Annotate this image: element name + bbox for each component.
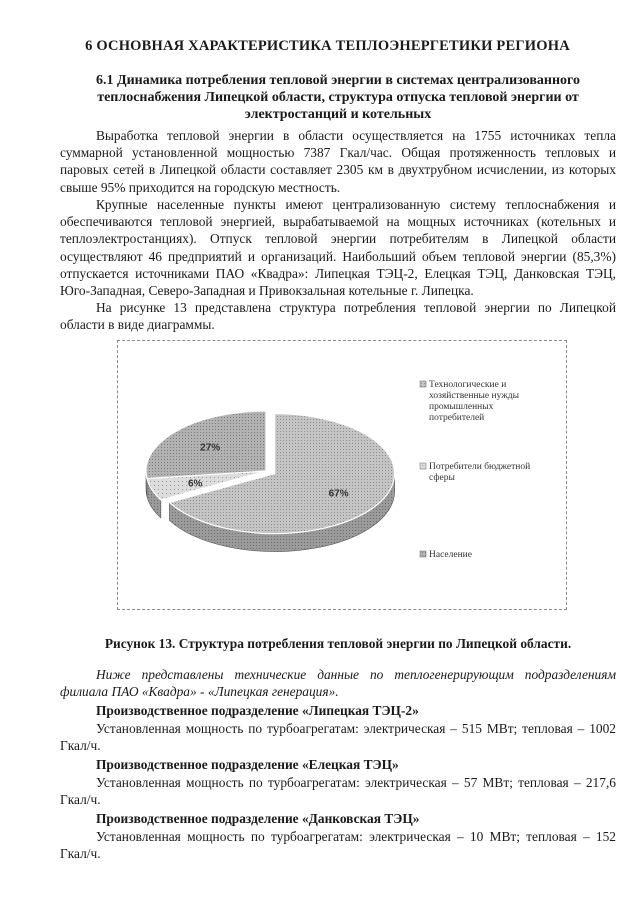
legend-entry-population	[420, 550, 472, 560]
legend-label-budget: сферы	[429, 473, 455, 483]
division-text-dankov: Установленная мощность по турбоагрегатам: электрическая – 10 МВт; тепловая – 152 Гкал/ч.	[60, 829, 616, 862]
legend-label-industrial: Технологические и	[429, 380, 507, 390]
legend-swatch-population	[420, 551, 426, 557]
pie-chart-frame	[117, 340, 567, 610]
division-title-lipetsk: Производственное подразделение «Липецкая ТЭЦ-2»	[96, 703, 419, 718]
paragraph-intro: Ниже представлены технические данные по теплогенерирующим подразделениям филиала ПАО «Квадра» - «Липецкая генерация».	[60, 667, 616, 700]
pie-label-population: 27%	[200, 442, 221, 454]
paragraph-centralized: Крупные населенные пункты имеют централизованную систему теплоснабжения и обеспечиваются тепловой энергией, вырабатываемой на мощных источниках (котельных и теплоэлектростанциях). Отпуск тепловой энергии потребителям в Липецкой области осуществляют 46 предприятий и организаций. Наибольший объем тепловой энергии (85,3%) отпускается источниками ПАО «Квадра»: Липецкая ТЭЦ-2, Елецкая ТЭЦ, Данковская ТЭЦ, Юго-Западная, Северо-Западная и Привокзальная котельные г. Липецка.	[60, 197, 616, 299]
legend-label-population: Население	[429, 550, 472, 560]
legend-swatch-industrial	[420, 381, 426, 387]
pie-label-budget: 6%	[188, 478, 203, 490]
legend-label-budget: Потребители бюджетной	[429, 462, 531, 472]
section-heading: 6 ОСНОВНАЯ ХАРАКТЕРИСТИКА ТЕПЛОЭНЕРГЕТИКИ РЕГИОНА	[85, 38, 570, 54]
legend-label-industrial: хозяйственные нужды	[429, 391, 519, 401]
pie-label-industrial: 67%	[328, 488, 349, 500]
division-text-lipetsk: Установленная мощность по турбоагрегатам: электрическая – 515 МВт; тепловая – 1002 Гкал/ч.	[60, 721, 616, 754]
division-text-elets: Установленная мощность по турбоагрегатам: электрическая – 57 МВт; тепловая – 217,6 Гкал/ч.	[60, 775, 616, 808]
paragraph-sources: Выработка тепловой энергии в области осуществляется на 1755 источниках тепла суммарной установленной мощностью 7387 Гкал/час. Общая протяженность тепловых и паровых сетей в Липецкой области составляет 2305 км в двухтрубном исчислении, из которых свыше 95% приходится на городскую местность.	[60, 128, 616, 195]
legend-entry-industrial	[420, 380, 520, 423]
legend-label-industrial: промышленных	[429, 402, 494, 412]
pie-chart	[118, 341, 566, 609]
division-title-dankov: Производственное подразделение «Данковская ТЭЦ»	[96, 811, 420, 826]
legend-swatch-budget	[420, 463, 426, 469]
figure-caption: Рисунок 13. Структура потребления тепловой энергии по Липецкой области.	[104, 636, 572, 651]
legend-entry-budget	[420, 461, 530, 483]
subsection-heading: 6.1 Динамика потребления тепловой энергии в системах централизованного теплоснабжения Липецкой области, структура отпуска тепловой энергии от электростанций и котельных	[95, 73, 581, 122]
legend-label-industrial: потребителей	[429, 413, 485, 423]
paragraph-figure-ref: На рисунке 13 представлена структура потребления тепловой энергии по Липецкой области в виде диаграммы.	[60, 300, 616, 333]
division-title-elets: Производственное подразделение «Елецкая ТЭЦ»	[96, 757, 399, 772]
